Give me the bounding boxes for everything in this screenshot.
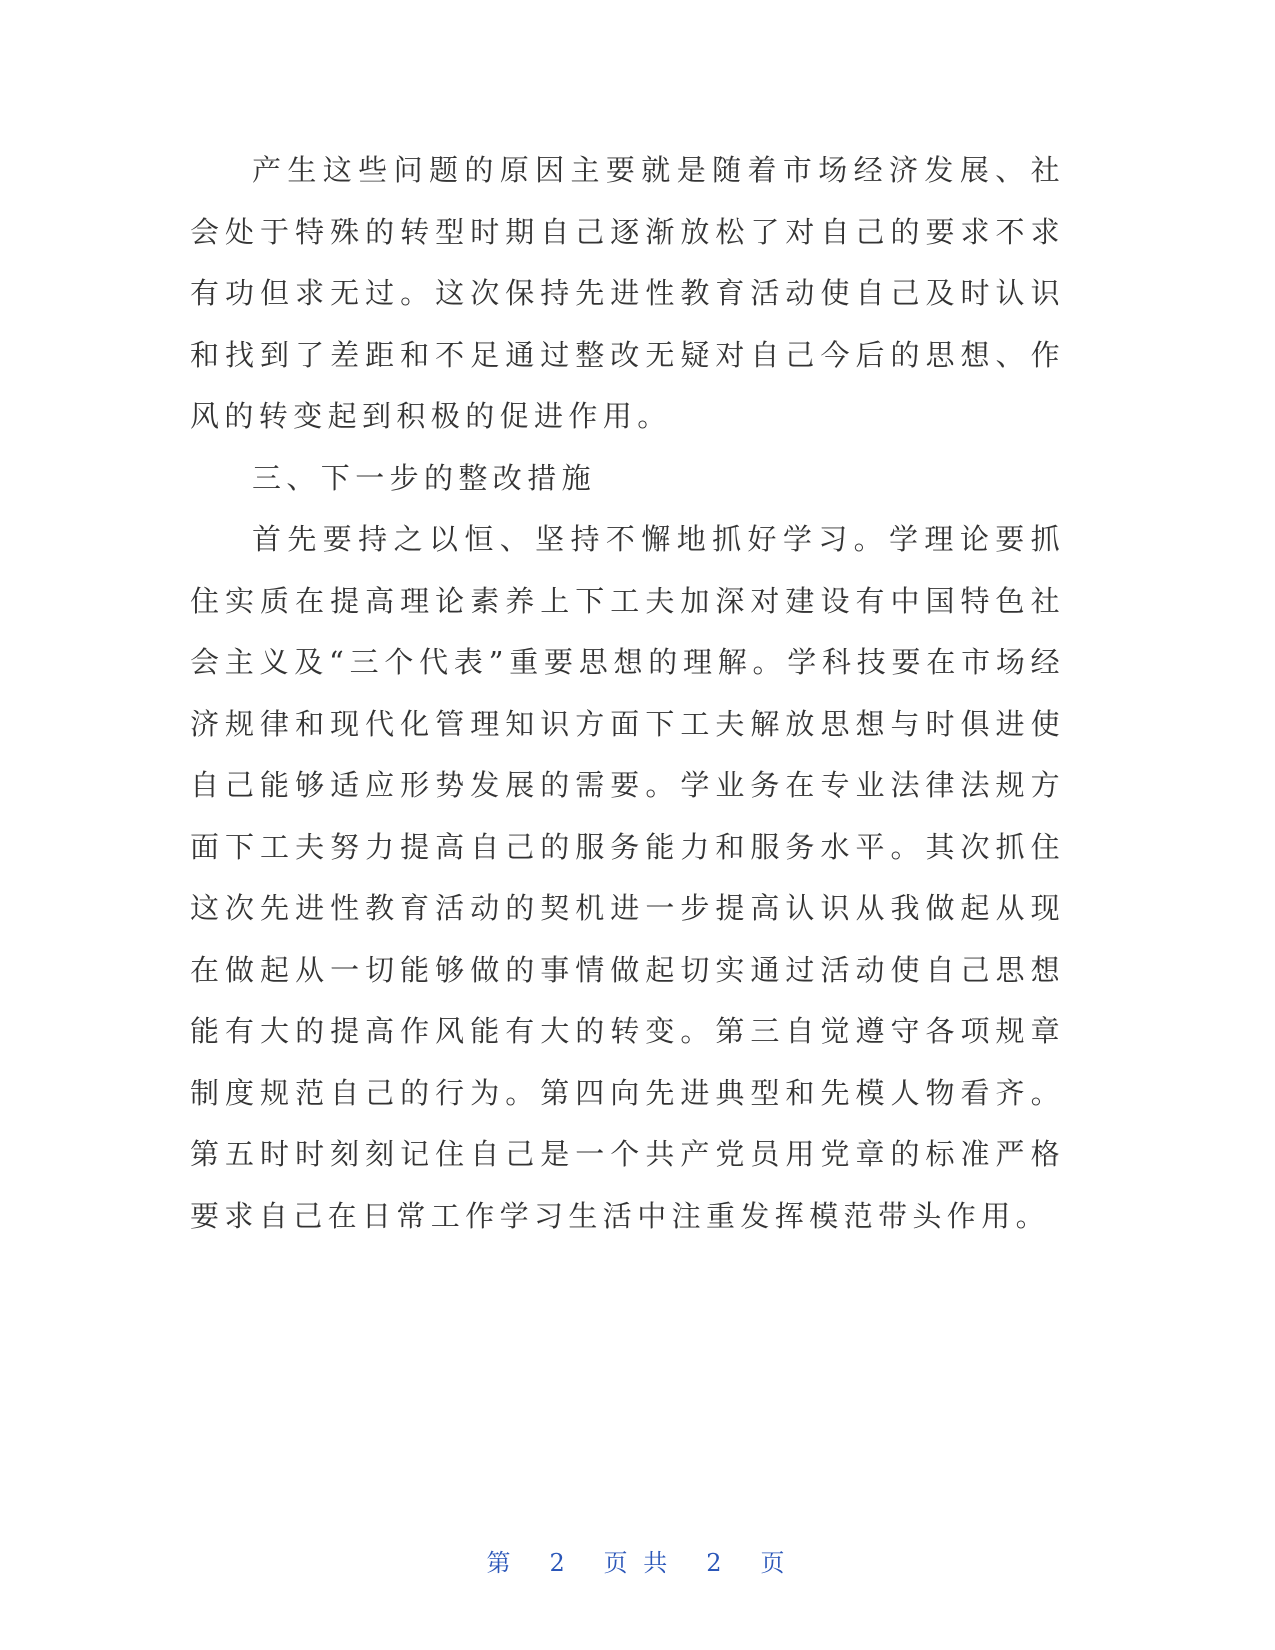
section-heading-next-steps: 三、下一步的整改措施: [252, 460, 597, 495]
footer-middle: 页 共: [603, 1549, 672, 1577]
footer-total-pages: 2: [706, 1549, 726, 1577]
footer-current-page: 2: [549, 1549, 569, 1577]
page-footer: [0, 1543, 1275, 1578]
paragraph-measures: 首先要持之以恒、坚持不懈地抓好学习。学理论要抓住实质在提高理论素养上下工夫加深对建设有中国特色社会主义及“三个代表”重要思想的理解。学科技要在市场经济规律和现代化管理知识方面下工夫解放思想与时俱进使自己能够适应形势发展的需要。学业务在专业法律法规方面下工夫努力提高自己的服务能力和服务水平。其次抓住这次先进性教育活动的契机进一步提高认识从我做起从现在做起从一切能够做的事情做起切实通过活动使自己思想能有大的提高作风能有大的转变。第三自觉遵守各项规章制度规范自己的行为。第四向先进典型和先模人物看齐。第五时时刻刻记住自己是一个共产党员用党章的标准严格要求自己在日常工作学习生活中注重发挥模范带头作用。: [190, 522, 1065, 1233]
document-body: [190, 140, 1065, 1247]
footer-suffix: 页: [760, 1549, 789, 1577]
paragraph-causes: 产生这些问题的原因主要就是随着市场经济发展、社会处于特殊的转型时期自己逐渐放松了对自己的要求不求有功但求无过。这次保持先进性教育活动使自己及时认识和找到了差距和不足通过整改无疑对自己今后的思想、作风的转变起到积极的促进作用。: [190, 153, 1065, 433]
footer-prefix: 第: [486, 1549, 515, 1577]
